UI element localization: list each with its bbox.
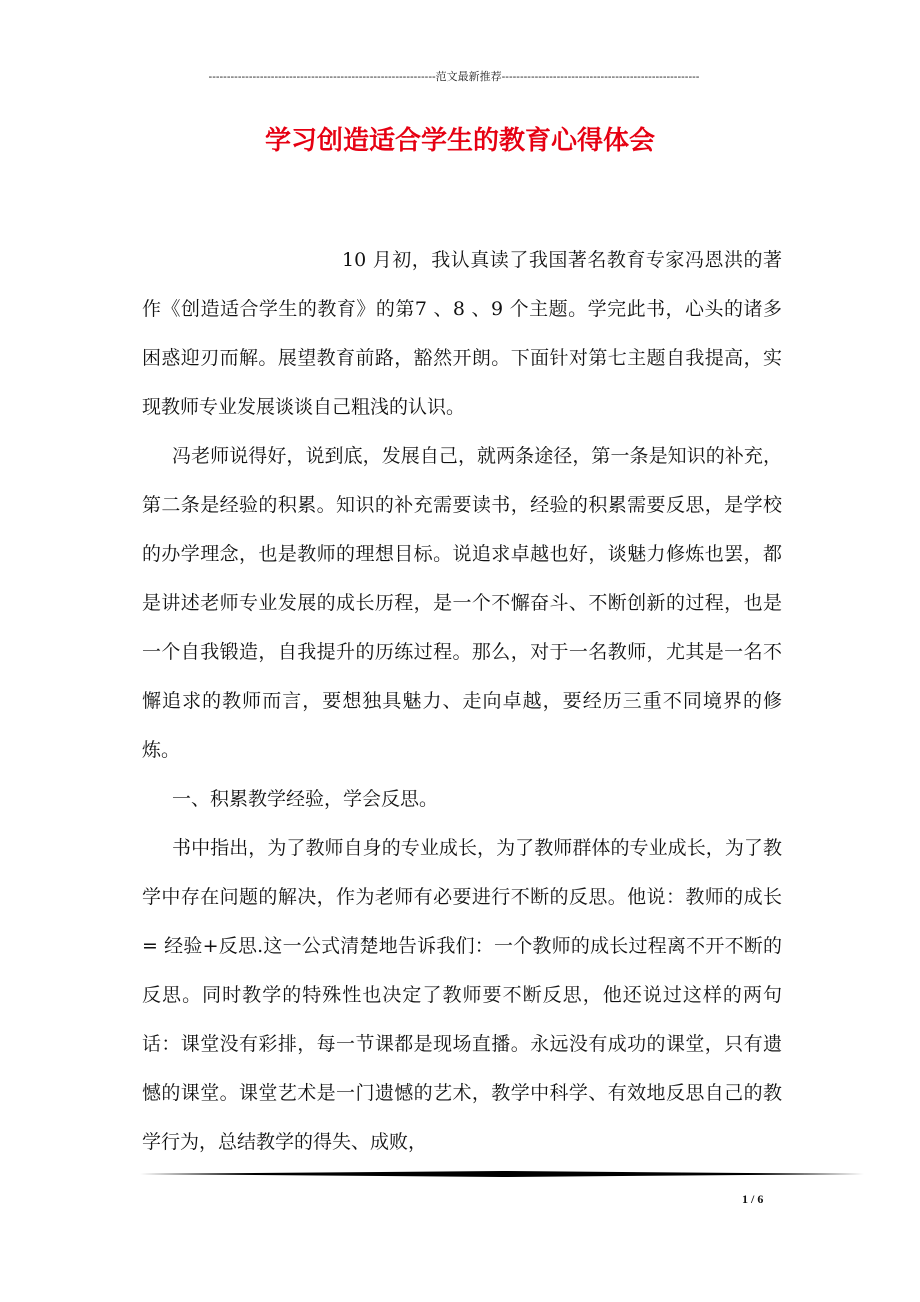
footer-divider	[140, 1171, 864, 1177]
page-number: 1 / 6	[742, 1192, 764, 1206]
paragraph-development: 冯老师说得好，说到底，发展自己，就两条途径，第一条是知识的补充，第二条是经验的积累。知识的补充需要读书，经验的积累需要反思，是学校的办学理念，也是教师的理想目标。说追求卓越也好，谈魅力修炼也罢，都是讲述老师专业发展的成长历程，是一个不懈奋斗、不断创新的过程，也是一个自我锻造，自我提升的历练过程。那么，对于一名教师，尤其是一名不懈追求的教师而言，要想独具魅力、走向卓越，要经历三重不同境界的修炼。	[142, 445, 782, 761]
section-heading-reflection: 一、积累教学经验，学会反思。	[172, 788, 439, 810]
paragraph-intro: 10 月初，我认真读了我国著名教育专家冯恩洪的著作《创造适合学生的教育》的第7 、8 、9 个主题。学完此书，心头的诸多困惑迎刃而解。展望教育前路，豁然开朗。下面针对第七主题自我提高，实现教师专业发展谈谈自己粗浅的认识。	[142, 249, 782, 418]
header-banner: --------------------------------------------------------------范文最新推荐------------------------------------------------------	[208, 71, 700, 83]
paragraph-reflection: 书中指出，为了教师自身的专业成长，为了教师群体的专业成长，为了教学中存在问题的解决，作为老师有必要进行不断的反思。他说：教师的成长= 经验+反思.这一公式清楚地告诉我们：一个教师的成长过程离不开不断的反思。同时教学的特殊性也决定了教师要不断反思，他还说过这样的两句话：课堂没有彩排，每一节课都是现场直播。永远没有成功的课堂，只有遗憾的课堂。课堂艺术是一门遗憾的艺术，教学中科学、有效地反思自己的教学行为，总结教学的得失、成败，	[142, 837, 782, 1153]
document-title: 学习创造适合学生的教育心得体会	[264, 126, 655, 156]
document-body	[142, 236, 782, 1167]
